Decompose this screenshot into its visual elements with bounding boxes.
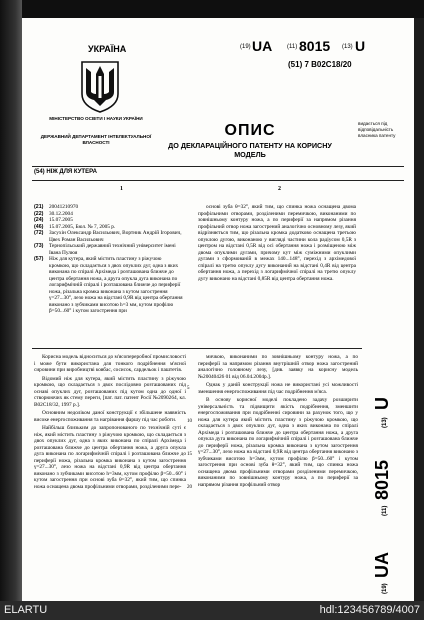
paragraph: Корисна модель відноситься до м'ясопереробної промисловості і може бути використана для тонкого подрібнення м'ясної сировини при виробництві ковбас, сосисок, сардельок і паштетів.	[34, 354, 186, 373]
paragraph: мичкою, виконаними по зовнішньому контуру ножа, а по периферії за напрямом різання внутрішній отвор ножа загострений аналогічно головному лезу, [див. заявку на корисну модель №20040426 01 від 06.04.2004р.].	[198, 354, 358, 380]
meta-row: (24) 15.07.2005	[34, 217, 73, 223]
description-column-left	[34, 354, 186, 492]
vertical-kind-code: U	[372, 397, 392, 410]
meta-row: (73) Тернопільський державний технічний університет імені Івана Пулюя	[34, 243, 176, 256]
vertical-patent-code	[364, 358, 410, 598]
paragraph: основі зуба θ=32°, який тим, що спинка ножа оснащена двома профільними отворами, розділеними перемичкою, виконаними по зовнішньому контуру ножа, а по периферії за напрямом різання профільний отвор ножа загострений аналогічно основному лезу, який відрізняється тим, що різальна кромка додатково оснащена третьою опуклою дугою, виконаною у вигляді частини кола радіусом 0,5R з центром на відстані 0,5R від осі обертання ножа і розміщеною між двома опуклими дугами, причому кут між суміжними опуклими дугами з сформованій в межах 140...148°, перехід з архімедової спіралі на третю опуклу дугу виконаний на відстані 0,4R від центра обертання ножа, а перехід з логарифмічної спіралі на третю опуклу дугу виконано на відстані 0,85R від центра обертання ножа.	[198, 204, 356, 282]
paragraph: Найбільш близьким до запропонованого по технічній суті є ніж, який містить пластину з ріжучою кромкою, що складається з двох опуклих дуг, одна з яких виконана по спіралі Архімеда і розташована ближче до центра обертання ножа, а друга опукла дуга виконана по логарифмічній спіралі і розташована ближче до периферії ножа, різальна кромка виконана з кутом загострення γ=27...30°, лезо ножа на відстані 0,9R від центра обертання виконано з зубчиками висотою h=3мм, кутом профілю β=50...60° і кутом загострення при основі зуба θ=32°, який тим, що спинка ножа оснащена двома профільними отворами, розділеними пере-	[34, 425, 186, 490]
paragraph: Відомий ніж для кутера, який містить пластину з ріжучою кромкою, що складається з двох послідовно розташованих під оснаві опуклих дуг, розташованих під кутом одна до одної і створюючих як стему переги, [пат. пат. патент Росії №2090264, кл. B02C18/32, 1997 р.].	[34, 375, 186, 408]
country-name: УКРАЇНА	[88, 44, 127, 54]
code-11-label: (11)	[287, 44, 298, 50]
vertical-patent-number: 8015	[372, 459, 392, 500]
trident-emblem-icon	[78, 60, 122, 114]
paragraph: В основу корисної моделі покладено задачу розширити універсальність та підвищити якість подрібнення, зменшити енергоспоживання при подрібненні сировини за рахунок того, що у ножа для кутера який містить пластину з ріжучою кромкою, що складається з двох опуклих дуг, одна з яких виконана по спіралі Архімеда і розташована ближче до центра обертання ножа, а друга опукла дуга виконана по логарифмічній спіралі і розташована ближче до периферії ножа, різальна кромка виконана з кутом загострення γ=27...30°, лезо ножа на відстані 0,9R від центра обертання виконано з зубчиками висотою h=3мм, кутом профілю β=50...60° і кутом загострення при основі зуба θ=32°, який тим, що спинка ножа оснащена двома профільними отворами розділеними перемичкою, виконаними по зовнішньому контуру ножа, а по периферії за напрямом різання профільний отвор	[198, 397, 358, 488]
patent-number: 8015	[299, 38, 331, 54]
column-number-2: 2	[278, 186, 281, 192]
handle-identifier: hdl:123456789/4007	[319, 604, 420, 616]
paragraph: Основним недоліком даної конструкції є збільшене наявність високе енергоспоживання та нагрівання фаршу під час роботи.	[34, 410, 186, 423]
document-title: ОПИС	[224, 122, 276, 139]
meta-row: (46) 15.07.2005, Бюл. № 7, 2005 р.	[34, 223, 116, 230]
meta-row: (21) 20041210970	[34, 204, 79, 210]
utility-model-name: (54) НІЖ ДЛЯ КУТЕРА	[34, 169, 97, 175]
divider-top	[32, 166, 404, 167]
meta-row: (22) 30.12.2004	[34, 210, 73, 217]
code-13-label: (13)	[342, 44, 353, 50]
ministry-name: МІНІСТЕРСТВО ОСВІТИ І НАУКИ УКРАЇНИ	[49, 116, 143, 121]
description-column-right	[198, 354, 358, 490]
vertical-country-code: UA	[372, 552, 392, 578]
vertical-code-13: (13)	[382, 417, 388, 428]
bibliographic-data	[34, 204, 184, 315]
divider-mid	[32, 180, 404, 181]
code-19-label: (19)	[240, 44, 251, 50]
scan-border-top	[0, 0, 424, 18]
claim-continuation	[198, 204, 356, 284]
patent-page	[22, 18, 414, 602]
document-subtitle: ДО ДЕКЛАРАЦІЙНОГО ПАТЕНТУ НА КОРИСНУ МОДЕЛЬ	[168, 141, 332, 159]
responsibility-note: видається під відповідальність власника патенту	[358, 121, 396, 138]
ipc-classification: (51) 7 B02C18/20	[288, 60, 352, 69]
meta-row: (72) Засухін Олександр Васильович, Вортник Андрій Ігорович, Цвех Роман Васильович	[34, 230, 182, 243]
line-number: 10	[187, 419, 192, 424]
department-name: ДЕРЖАВНИЙ ДЕПАРТАМЕНТ ІНТЕЛЕКТУАЛЬНОЇ ВЛАСНОСТІ	[40, 134, 152, 145]
vertical-code-19: (19)	[382, 583, 388, 594]
kind-code: U	[355, 38, 366, 54]
repository-name: ELARTU	[4, 604, 48, 616]
line-number: 20	[187, 485, 192, 490]
paragraph: Однак у даній конструкції ножа не використані усі можливості зменшення енергоспоживання під час подрібнення м'ясa.	[198, 382, 358, 395]
scan-border-left	[0, 0, 22, 620]
vertical-code-11: (11)	[382, 505, 388, 516]
divider-body	[32, 348, 362, 349]
country-code: UA	[252, 38, 273, 54]
meta-row: (57) Ніж для кутера, який містить пластину з ріжучою кромкою, що складається з двох опуклих дуг, одна з яких виконана по спіралі Архімеда і розташована ближче до центра обертання ножа, а друга опукла дуга виконана по логарифмічній спіралі і розташована ближче до периферії ножа, різальна кромка виконана з кутом загострення γ=27...30°, лезо ножа на відстані 0,9R від центра обертання виконано з зубчиками висотою h=3 мм, кутом профілю β=50...60° і кутом загострення при	[34, 256, 183, 314]
line-number: 15	[187, 452, 192, 457]
column-number-1: 1	[120, 186, 123, 192]
line-number: 5	[187, 386, 190, 391]
repository-footer	[0, 601, 424, 620]
